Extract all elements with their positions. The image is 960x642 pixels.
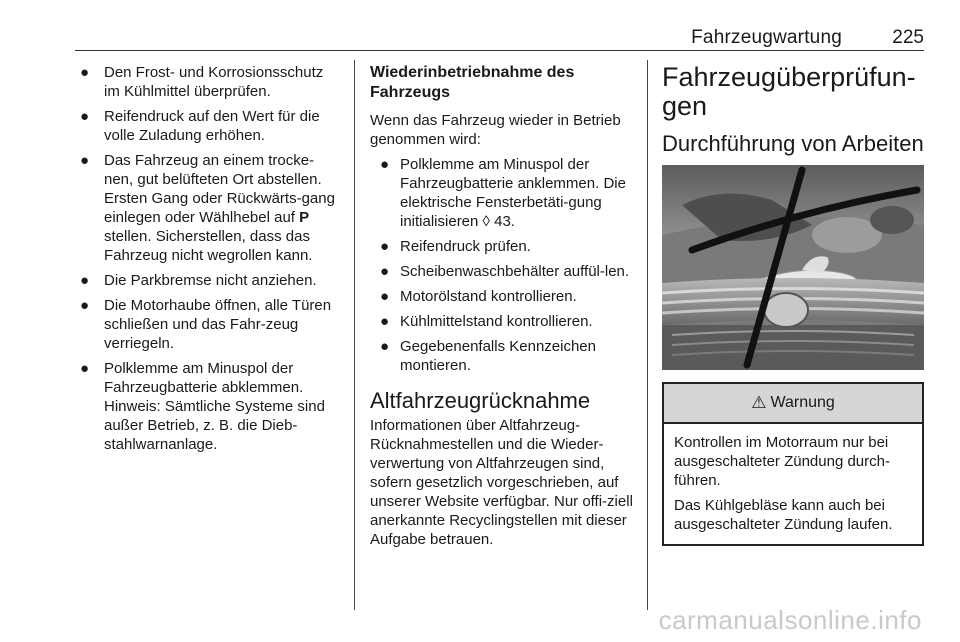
column-divider [647, 60, 648, 610]
list-item-text-post: stellen. Sicherstellen, dass das Fahrzeug nicht wegrollen kann. [104, 228, 313, 264]
bullet-icon: ● [380, 338, 390, 355]
bullet-icon: ● [80, 297, 90, 314]
warning-body [664, 424, 922, 544]
bullet-icon: ● [80, 108, 90, 125]
list-item [80, 359, 342, 454]
list-item-text: Die Parkbremse nicht anziehen. [104, 272, 317, 289]
list-item-text: Scheibenwaschbehälter auffül-len. [400, 263, 630, 280]
bullet-icon: ● [380, 238, 390, 255]
list-item [80, 296, 342, 353]
list-item [370, 337, 636, 375]
warning-triangle-icon: ⚠ [751, 393, 767, 412]
page-number: 225 [892, 27, 924, 48]
chapter-title: Fahrzeugüberprüfun-gen [662, 62, 916, 121]
warning-header [664, 384, 922, 424]
list-item-text: Die Motorhaube öffnen, alle Türen schließen und das Fahr-zeug verriegeln. [104, 297, 332, 352]
storage-steps-list [80, 63, 342, 454]
column-1 [80, 63, 342, 460]
list-item [370, 262, 636, 281]
list-item [80, 63, 342, 101]
bullet-icon: ● [380, 288, 390, 305]
chapter-subtitle: Durchführung von Arbeiten [662, 131, 924, 156]
column-2 [370, 63, 636, 555]
bullet-icon: ● [380, 156, 390, 173]
list-item-text: Den Frost- und Korrosionsschutz im Kühlmittel überprüfen. [104, 64, 324, 100]
list-item [370, 312, 636, 331]
warning-text-2: Das Kühlgebläse kann auch bei ausgeschalteter Zündung laufen. [674, 497, 893, 533]
recommissioning-list [370, 155, 636, 375]
warning-box [662, 382, 924, 546]
warning-text-1: Kontrollen im Motorraum nur bei ausgeschalteter Zündung durch-führen. [674, 434, 890, 489]
bullet-icon: ● [80, 152, 90, 169]
list-item [370, 155, 636, 231]
list-item [80, 107, 342, 145]
list-item-text: Reifendruck auf den Wert für die volle Zuladung erhöhen. [104, 108, 320, 144]
list-item-text: Reifendruck prüfen. [400, 238, 531, 255]
list-item-text: Gegebenenfalls Kennzeichen montieren. [400, 338, 596, 374]
list-item [80, 151, 342, 265]
bullet-icon: ● [80, 272, 90, 289]
bullet-icon: ● [80, 64, 90, 81]
recommissioning-intro: Wenn das Fahrzeug wieder in Betrieb genommen wird: [370, 112, 621, 148]
list-item-text: Polklemme am Minuspol der Fahrzeugbatterie abklemmen. Hinweis: Sämtliche Systeme sind außer Betrieb, z. B. die Dieb-stahlwarnanlage. [104, 360, 325, 453]
bullet-icon: ● [380, 263, 390, 280]
page-header [75, 25, 924, 51]
column-divider [354, 60, 355, 610]
engine-bay-photo [662, 165, 924, 370]
list-item [370, 237, 636, 256]
bullet-icon: ● [80, 360, 90, 377]
header-title: Fahrzeugwartung [691, 27, 842, 48]
list-item-text-pre: Das Fahrzeug an einem trocke-nen, gut belüfteten Ort abstellen. Ersten Gang oder Rückwärts-gang einlegen oder Wählhebel auf [104, 152, 335, 226]
list-item-text: Polklemme am Minuspol der Fahrzeugbatterie anklemmen. Die elektrische Fensterbetäti-gung initialisieren ◊ 43. [400, 156, 626, 230]
recommissioning-heading: Wiederinbetriebnahme des Fahrzeugs [370, 64, 575, 101]
list-item-text: Kühlmittelstand kontrollieren. [400, 313, 593, 330]
section-title: Altfahrzeugrücknahme [370, 388, 591, 413]
column-3 [662, 63, 924, 546]
watermark: carmanualsonline.info [658, 605, 922, 635]
warning-label: Warnung [770, 394, 835, 411]
gear-position-p: P [299, 209, 310, 226]
list-item [370, 287, 636, 306]
list-item [80, 271, 342, 290]
bullet-icon: ● [380, 313, 390, 330]
section-text: Informationen über Altfahrzeug-Rücknahmestellen und die Wieder-verwertung von Altfahrzeugen sind, sofern gesetzlich vorgeschrieben, auf unserer Website verfügbar. Nur offi-ziell anerkannte Recyclingstellen mit dieser Aufgabe betrauen. [370, 417, 633, 548]
list-item-text: Motorölstand kontrollieren. [400, 288, 577, 305]
